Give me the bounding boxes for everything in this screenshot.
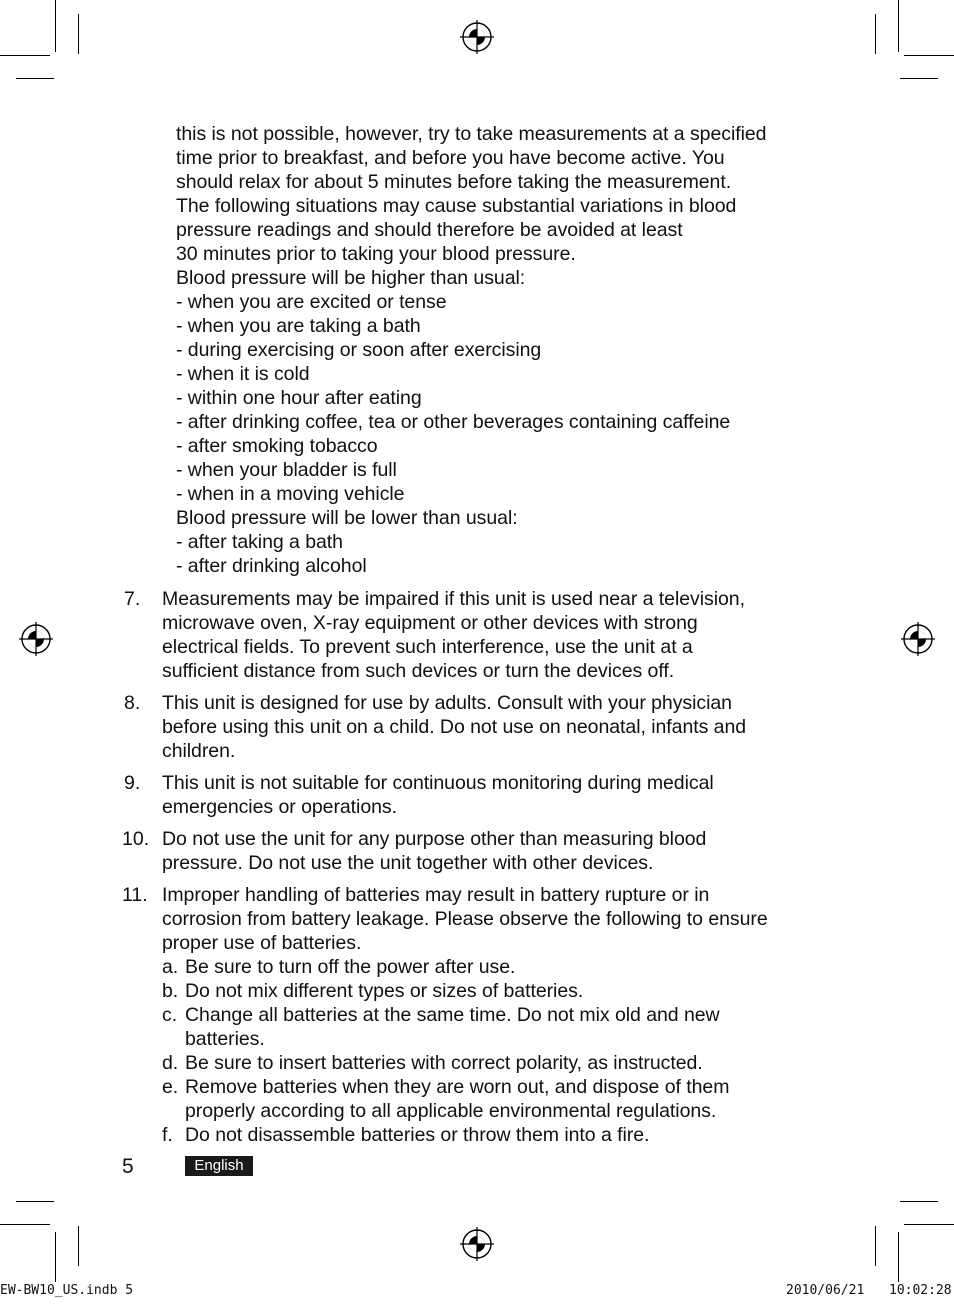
item-line: Measurements may be impaired if this unit is used near a television,: [162, 588, 745, 610]
crop-mark: [55, 0, 56, 52]
intro-line: - when you are excited or tense: [176, 291, 447, 313]
list-item-9: [0, 771, 954, 819]
subitem-letter: d.: [162, 1052, 179, 1074]
crop-mark: [875, 1226, 876, 1266]
item-line: proper use of batteries.: [162, 932, 362, 954]
crop-mark: [875, 14, 876, 54]
subitem-line: Be sure to turn off the power after use.: [185, 956, 516, 978]
item-number: 7.: [124, 588, 141, 610]
item-line: emergencies or operations.: [162, 796, 397, 818]
crop-mark: [898, 0, 899, 52]
language-tab: English: [185, 1156, 253, 1176]
subitem-line: Do not mix different types or sizes of batteries.: [185, 980, 584, 1002]
item-line: This unit is designed for use by adults. Consult with your physician: [162, 692, 732, 714]
crop-mark: [898, 1232, 899, 1282]
intro-line: - after smoking tobacco: [176, 435, 378, 457]
registration-mark-icon: [460, 1227, 494, 1261]
subitem-letter: f.: [162, 1124, 173, 1146]
intro-line: The following situations may cause substantial variations in blood: [176, 195, 737, 217]
list-item-7: [0, 587, 954, 683]
crop-mark: [900, 1201, 938, 1202]
intro-line: - when your bladder is full: [176, 459, 397, 481]
subitem-letter: b.: [162, 980, 179, 1002]
crop-mark: [16, 1201, 54, 1202]
crop-mark: [55, 1232, 56, 1282]
subitem-line: Do not disassemble batteries or throw them into a fire.: [185, 1124, 650, 1146]
intro-line: - when in a moving vehicle: [176, 483, 405, 505]
subitem-letter: c.: [162, 1004, 178, 1026]
crop-mark: [0, 55, 50, 56]
slug-date: 2010/06/21: [786, 1283, 865, 1298]
subitem-letter: e.: [162, 1076, 179, 1098]
intro-line: - after drinking coffee, tea or other beverages containing caffeine: [176, 411, 731, 433]
list-item-11: [0, 883, 954, 1147]
item-line: This unit is not suitable for continuous monitoring during medical: [162, 772, 714, 794]
intro-line: time prior to breakfast, and before you have become active. You: [176, 147, 725, 169]
item-line: electrical fields. To prevent such interference, use the unit at a: [162, 636, 693, 658]
intro-line: - when you are taking a bath: [176, 315, 421, 337]
crop-mark: [904, 55, 954, 56]
slug-filename: EW-BW10_US.indb 5: [0, 1283, 134, 1298]
intro-line: Blood pressure will be higher than usual:: [176, 267, 526, 289]
item-line: Improper handling of batteries may result in battery rupture or in: [162, 884, 710, 906]
subitem-letter: a.: [162, 956, 179, 978]
intro-line: - when it is cold: [176, 363, 310, 385]
intro-line: - within one hour after eating: [176, 387, 422, 409]
registration-mark-icon: [460, 20, 494, 54]
subitem-line: Be sure to insert batteries with correct polarity, as instructed.: [185, 1052, 703, 1074]
item-line: Do not use the unit for any purpose other than measuring blood: [162, 828, 707, 850]
subitem-line: properly according to all applicable environmental regulations.: [185, 1100, 717, 1122]
item-line: microwave oven, X-ray equipment or other devices with strong: [162, 612, 698, 634]
item-line: children.: [162, 740, 236, 762]
item-number: 11.: [122, 884, 148, 906]
item-line: before using this unit on a child. Do not use on neonatal, infants and: [162, 716, 747, 738]
slug-time: 10:02:28: [889, 1283, 952, 1298]
crop-mark: [16, 78, 54, 79]
item-number: 10.: [122, 828, 150, 850]
intro-line: - during exercising or soon after exercising: [176, 339, 542, 361]
subitem-line: Change all batteries at the same time. Do not mix old and new: [185, 1004, 720, 1026]
item-line: pressure. Do not use the unit together with other devices.: [162, 852, 654, 874]
intro-line: should relax for about 5 minutes before taking the measurement.: [176, 171, 732, 193]
intro-line: this is not possible, however, try to take measurements at a specified: [176, 123, 767, 145]
intro-block: [176, 122, 836, 582]
subitem-line: Remove batteries when they are worn out, and dispose of them: [185, 1076, 730, 1098]
page-number: 5: [122, 1155, 134, 1178]
intro-line: 30 minutes prior to taking your blood pressure.: [176, 243, 576, 265]
crop-mark: [900, 78, 938, 79]
crop-mark: [904, 1224, 954, 1225]
intro-line: Blood pressure will be lower than usual:: [176, 507, 518, 529]
intro-line: - after taking a bath: [176, 531, 343, 553]
intro-line: pressure readings and should therefore be avoided at least: [176, 219, 683, 241]
item-number: 8.: [124, 692, 141, 714]
item-number: 9.: [124, 772, 141, 794]
crop-mark: [78, 14, 79, 54]
subitem-line: batteries.: [185, 1028, 265, 1050]
item-line: corrosion from battery leakage. Please observe the following to ensure: [162, 908, 768, 930]
list-item-8: [0, 691, 954, 763]
crop-mark: [78, 1226, 79, 1266]
crop-mark: [0, 1224, 50, 1225]
intro-line: - after drinking alcohol: [176, 555, 367, 577]
list-item-10: [0, 827, 954, 875]
item-line: sufficient distance from such devices or turn the devices off.: [162, 660, 675, 682]
